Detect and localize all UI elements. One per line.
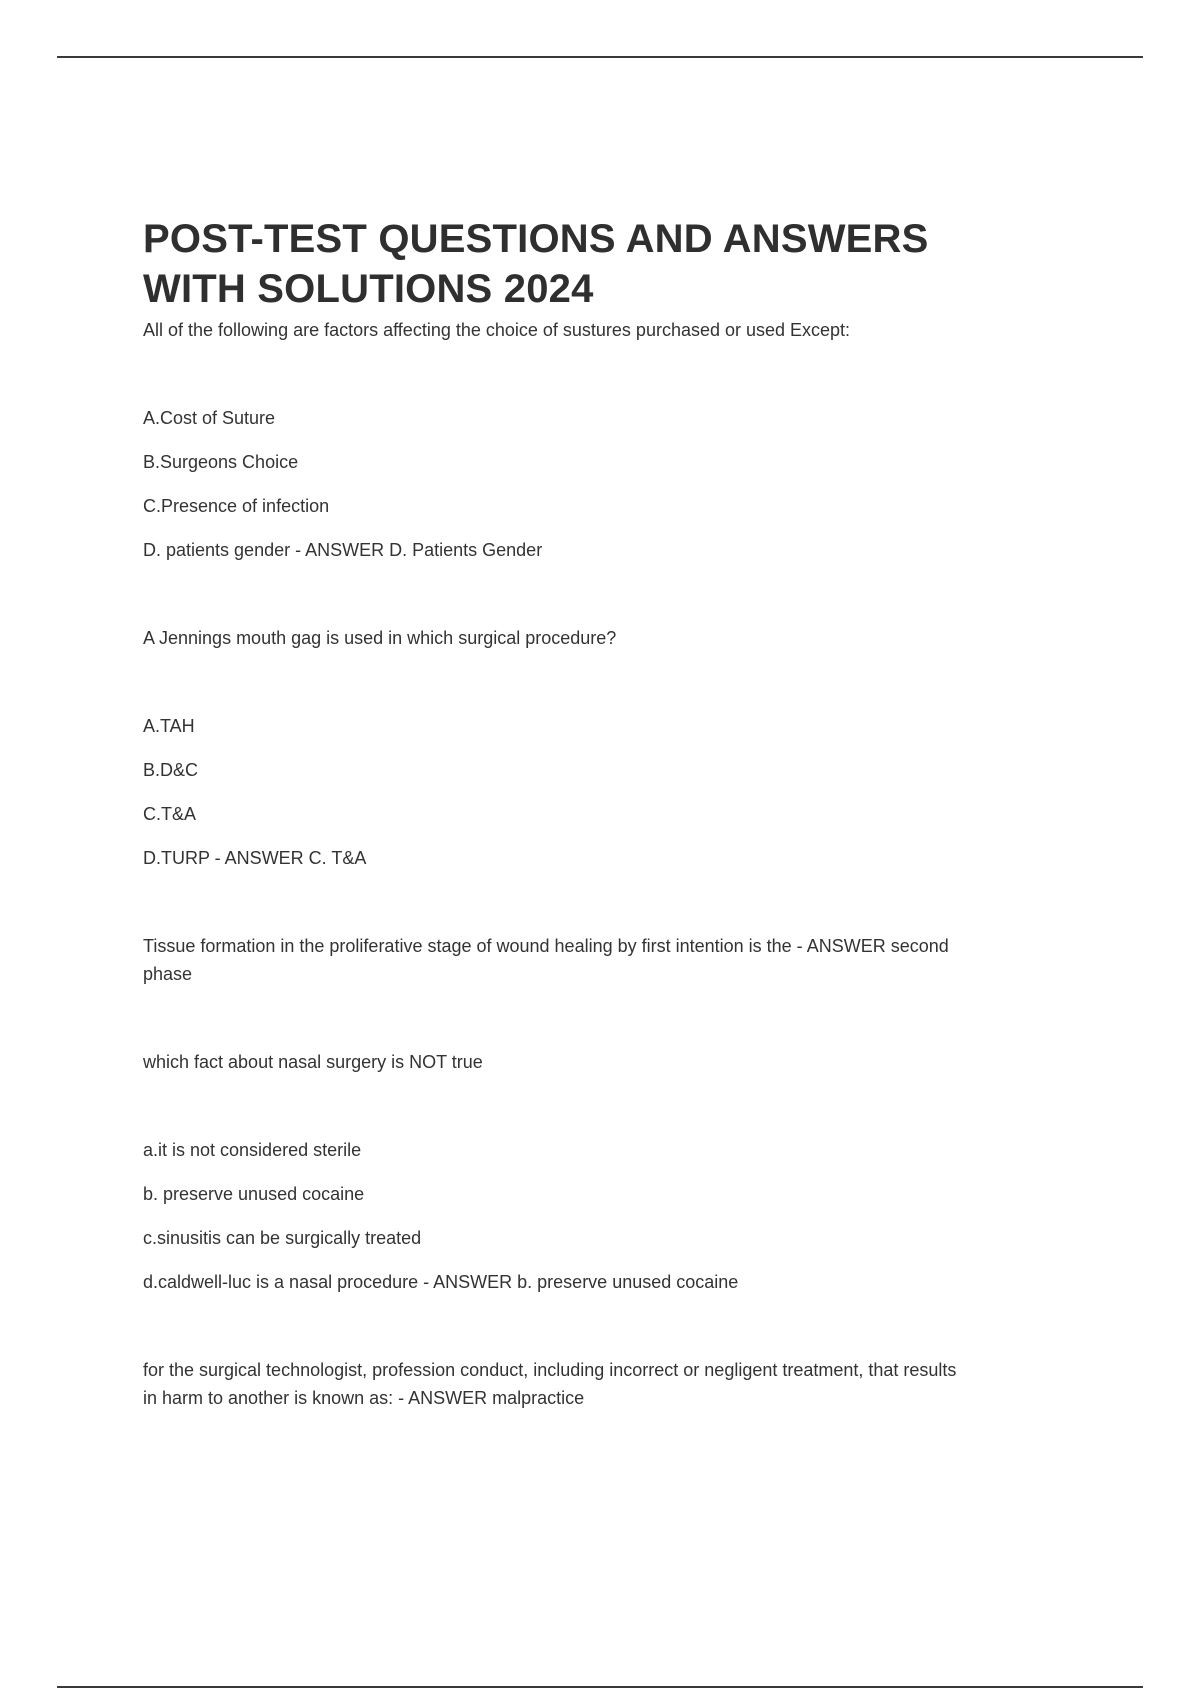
question-1-option-a: A.Cost of Suture (143, 408, 276, 428)
question-2-stem: A Jennings mouth gag is used in which surgical procedure? (143, 628, 617, 648)
question-1-option-b: B.Surgeons Choice (143, 452, 299, 472)
question-5-stem-line-2: in harm to another is known as: - ANSWER malpractice (143, 1388, 585, 1408)
title-line-1: POST-TEST QUESTIONS AND ANSWERS (143, 217, 929, 261)
question-1-option-d: D. patients gender - ANSWER D. Patients Gender (143, 540, 543, 560)
question-4-option-c: c.sinusitis can be surgically treated (143, 1228, 422, 1248)
document-title (143, 214, 1063, 314)
document-body (143, 214, 1063, 1412)
question-4-stem: which fact about nasal surgery is NOT true (143, 1052, 483, 1072)
question-4-option-d: d.caldwell-luc is a nasal procedure - ANSWER b. preserve unused cocaine (143, 1272, 739, 1292)
bottom-rule (57, 1686, 1143, 1688)
question-5-stem-line-1: for the surgical technologist, profession conduct, including incorrect or negligent treatment, that results (143, 1360, 957, 1380)
question-4-option-a: a.it is not considered sterile (143, 1140, 362, 1160)
question-3-stem-line-2: phase (143, 964, 193, 984)
title-line-2: WITH SOLUTIONS 2024 (143, 267, 594, 311)
question-1-stem: All of the following are factors affecting the choice of sustures purchased or used Except: (143, 320, 851, 340)
question-2-option-a: A.TAH (143, 716, 195, 736)
question-4-option-b: b. preserve unused cocaine (143, 1184, 365, 1204)
top-rule (57, 56, 1143, 58)
question-2-option-c: C.T&A (143, 804, 197, 824)
question-2-option-d: D.TURP - ANSWER C. T&A (143, 848, 367, 868)
question-3-stem-line-1: Tissue formation in the proliferative stage of wound healing by first intention is the - ANSWER second (143, 936, 949, 956)
question-1-option-c: C.Presence of infection (143, 496, 330, 516)
question-2-option-b: B.D&C (143, 760, 199, 780)
